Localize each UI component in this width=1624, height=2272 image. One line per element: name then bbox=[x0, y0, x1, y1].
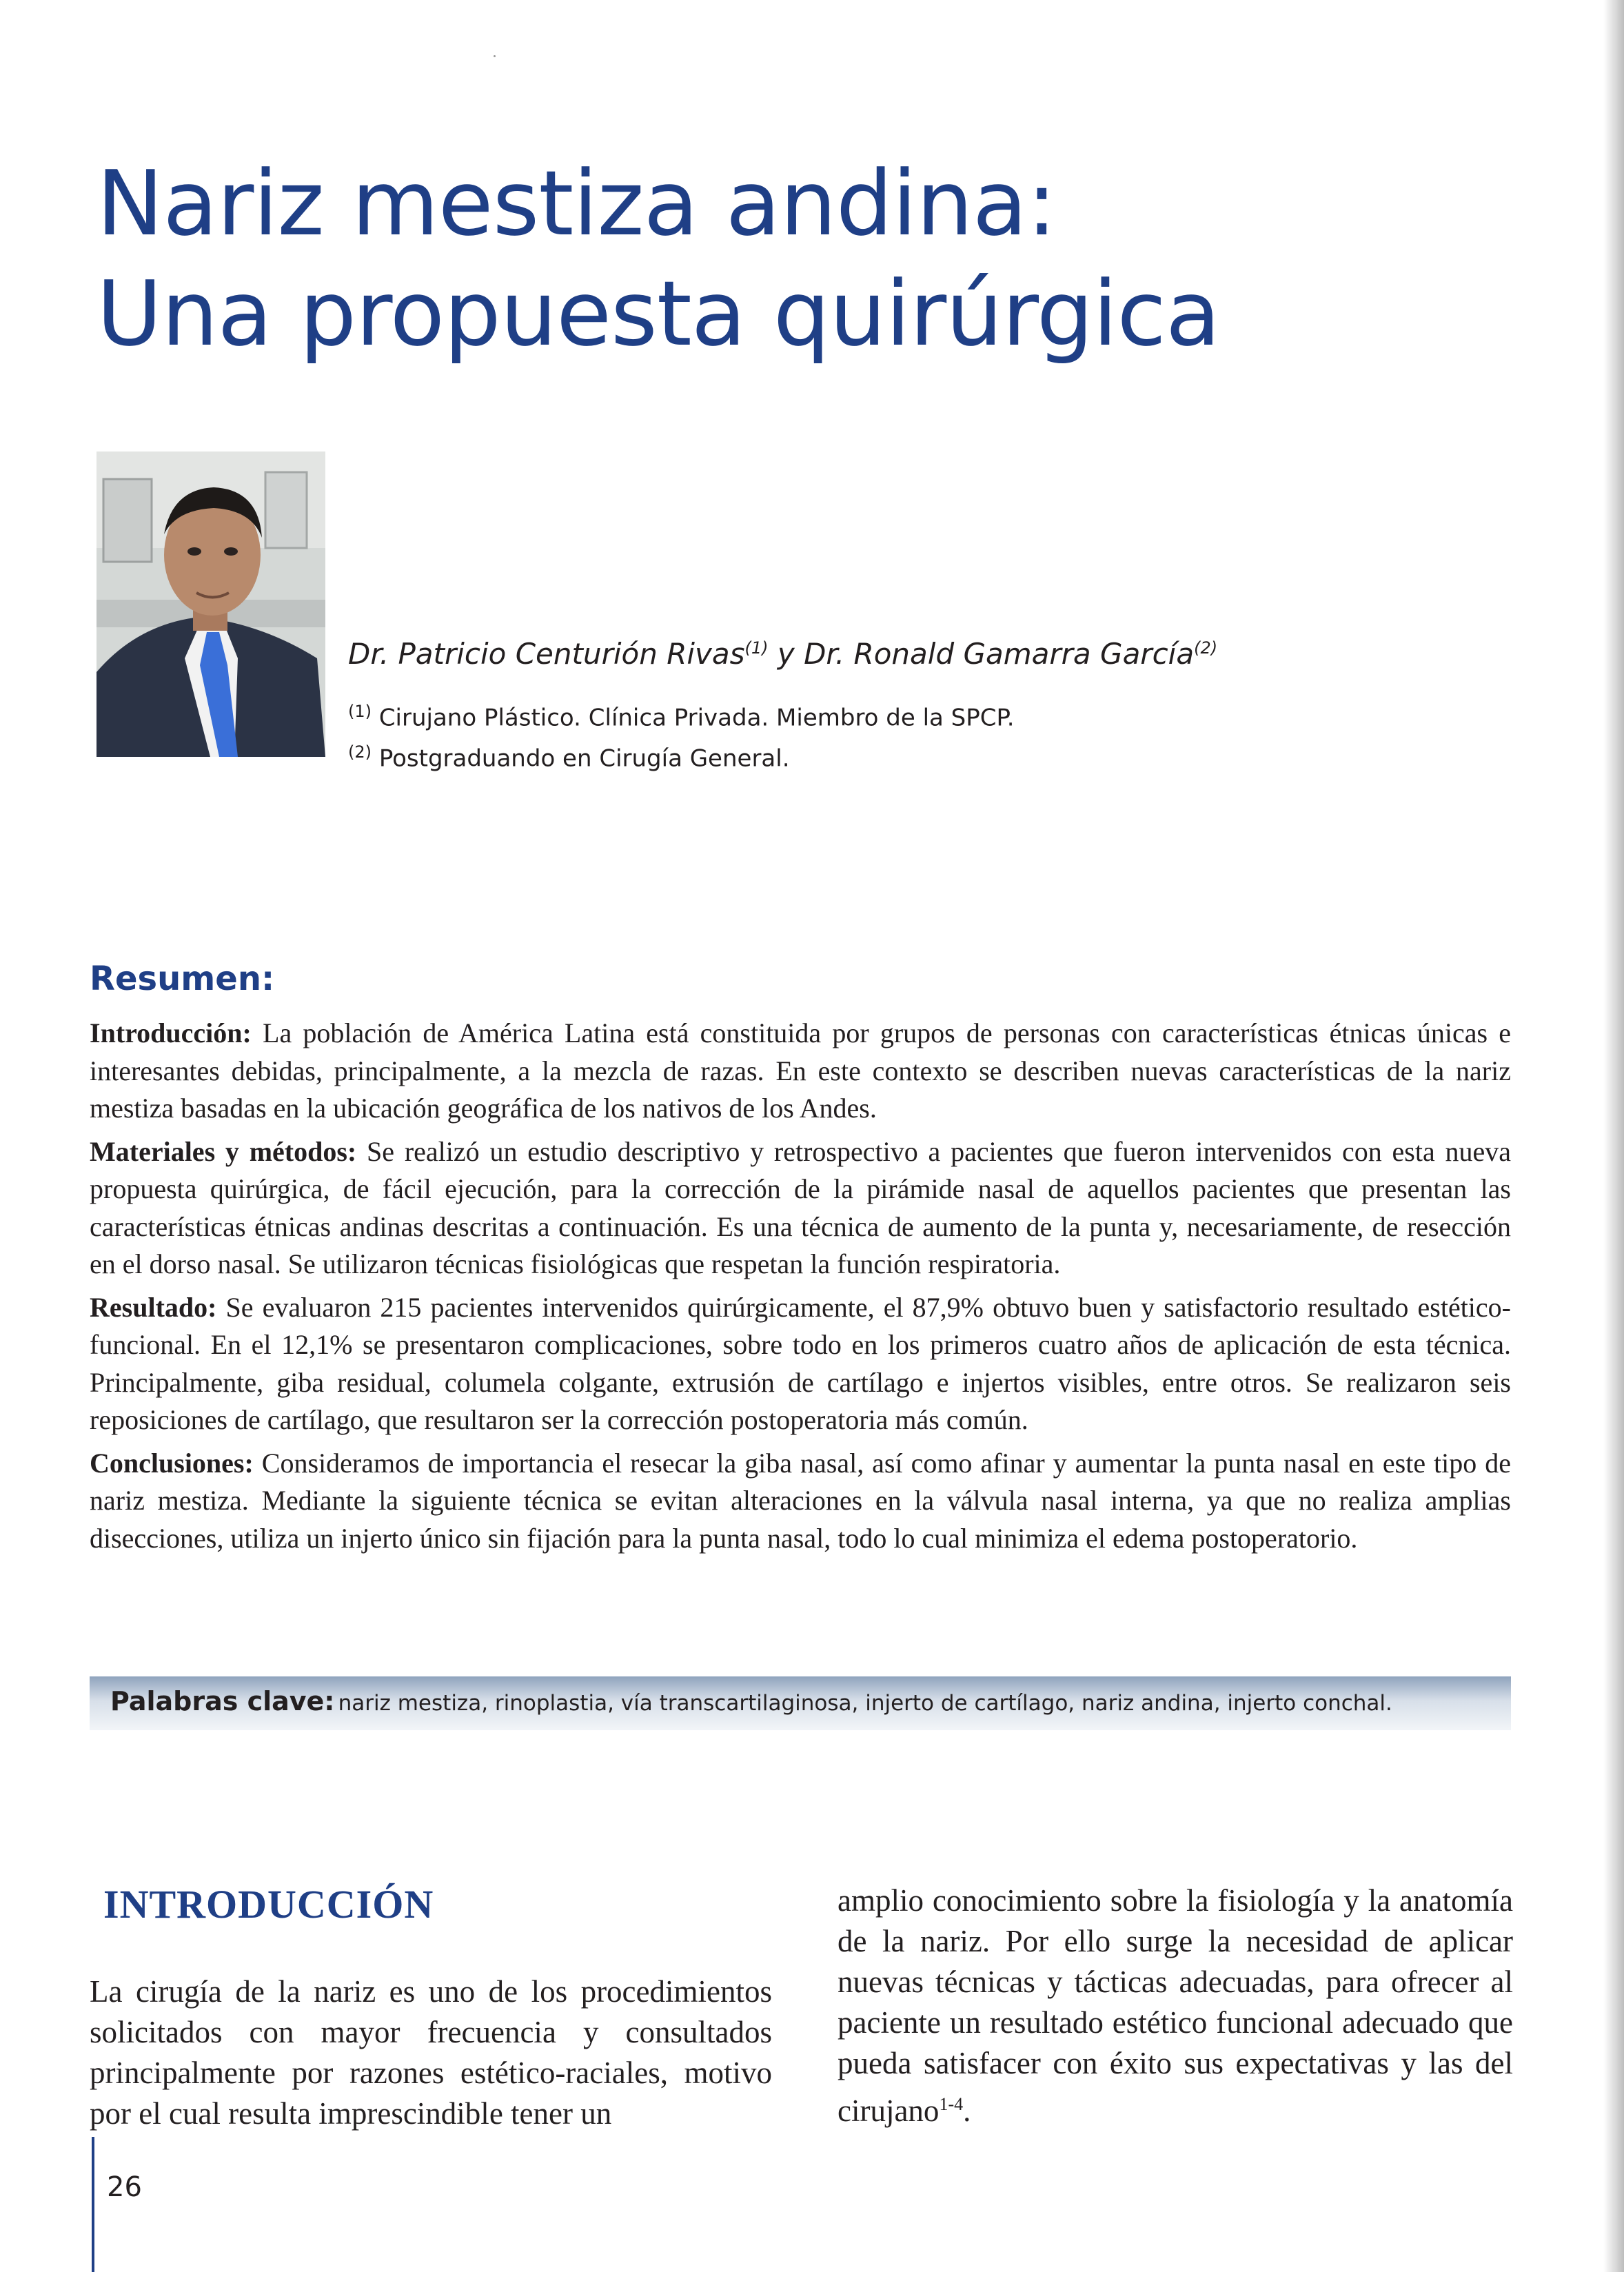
affiliation-2 bbox=[348, 735, 1244, 775]
authors-block bbox=[348, 627, 1244, 776]
page-number: 26 bbox=[107, 2171, 142, 2203]
author-names bbox=[348, 627, 1244, 675]
author-1-name: Dr. Patricio Centurión Rivas bbox=[348, 637, 745, 671]
abstract-resultado bbox=[90, 1289, 1511, 1439]
abstract-label-conclusiones: Conclusiones: bbox=[90, 1447, 254, 1479]
author-1-mark: (1) bbox=[744, 638, 769, 658]
abstract-text-conclusiones: Consideramos de importancia el resecar la giba nasal, así como afinar y aumentar la punta nasal en este tipo de nariz mestiza. Mediante la siguiente técnica se evitan alteraciones en la válvula nasal interna, ya que no realiza amplias disecciones, utiliza un injerto único sin fijación para la punta nasal, todo lo cual minimiza el edema postoperatorio. bbox=[90, 1447, 1511, 1554]
affiliations bbox=[348, 694, 1244, 776]
title-line-2: Una propuesta quirúrgica bbox=[97, 261, 1220, 366]
keywords-label: Palabras clave: bbox=[110, 1686, 335, 1716]
affiliation-1 bbox=[348, 694, 1244, 735]
abstract-label-resultado: Resultado: bbox=[90, 1291, 217, 1323]
scan-speck bbox=[494, 55, 496, 57]
affiliation-1-text: Cirujano Plástico. Clínica Privada. Miembro de la SPCP. bbox=[378, 704, 1015, 732]
author-2-mark: (2) bbox=[1194, 638, 1218, 658]
title-line-1: Nariz mestiza andina: bbox=[97, 151, 1057, 256]
article-title bbox=[97, 148, 1406, 369]
keywords-bar bbox=[90, 1676, 1511, 1730]
author-portrait-image bbox=[97, 452, 325, 757]
intro-citation: 1-4 bbox=[939, 2094, 964, 2114]
author-2-name: Dr. Ronald Gamarra García bbox=[804, 637, 1195, 671]
affiliation-2-mark: (2) bbox=[348, 742, 372, 762]
author-connector: y bbox=[768, 637, 804, 671]
abstract-introduccion bbox=[90, 1015, 1511, 1128]
affiliation-1-mark: (1) bbox=[348, 702, 372, 721]
affiliation-2-text: Postgraduando en Cirugía General. bbox=[378, 744, 790, 773]
page-number-rule bbox=[92, 2137, 94, 2272]
intro-left-text: La cirugía de la nariz es uno de los procedimientos solicitados con mayor frecuencia y consultados principalmente por razones estético-raciales, motivo por el cual resulta imprescindible tener un bbox=[90, 1974, 772, 2131]
intro-column-left bbox=[90, 1880, 772, 2134]
abstract-text-introduccion: La población de América Latina está constituida por grupos de personas con características étnicas únicas e interesantes debidas, principalmente, a la mezcla de razas. En este contexto se describen nuevas características de la nariz mestiza basadas en la ubicación geográfica de los nativos de los Andes. bbox=[90, 1017, 1511, 1124]
abstract-body bbox=[90, 1015, 1511, 1563]
intro-right-end: . bbox=[963, 2093, 971, 2128]
intro-column-right bbox=[838, 1880, 1513, 2131]
intro-right-paragraph bbox=[838, 1880, 1513, 2131]
abstract-materiales bbox=[90, 1133, 1511, 1284]
abstract-heading: Resumen: bbox=[90, 960, 275, 998]
abstract-text-materiales: Se realizó un estudio descriptivo y retrospectivo a pacientes que fueron intervenidos con esta nueva propuesta quirúrgica, de fácil ejecución, para la corrección de la pirámide nasal de aquellos pacientes que presentan las características étnicas andinas descritas a continuación. Es una técnica de aumento de la punta y, necesariamente, de resección en el dorso nasal. Se utilizaron técnicas fisiológicas que respetan la función respiratoria. bbox=[90, 1135, 1511, 1279]
page-gutter-shadow bbox=[1603, 0, 1624, 2272]
abstract-conclusiones bbox=[90, 1445, 1511, 1558]
abstract-label-introduccion: Introducción: bbox=[90, 1017, 252, 1048]
author-photo bbox=[97, 452, 325, 757]
keywords-text: nariz mestiza, rinoplastia, vía transcartilaginosa, injerto de cartílago, nariz andina, injerto conchal. bbox=[338, 1691, 1392, 1716]
abstract-text-resultado: Se evaluaron 215 pacientes intervenidos quirúrgicamente, el 87,9% obtuvo buen y satisfactorio resultado estético-funcional. En el 12,1% se presentaron complicaciones, sobre todo en los primeros cuatro años de aplicación de esta técnica. Principalmente, giba residual, columela colgante, extrusión de cartílago e injertos visibles, entre otros. Se realizaron seis reposiciones de cartílago, que resultaron ser la corrección postoperatoria más común. bbox=[90, 1291, 1511, 1435]
abstract-label-materiales: Materiales y métodos: bbox=[90, 1135, 357, 1167]
intro-right-text: amplio conocimiento sobre la fisiología y la anatomía de la nariz. Por ello surge la necesidad de aplicar nuevas técnicas y tácticas adecuadas, para ofrecer al paciente un resultado estético funcional adecuado que pueda satisfacer con éxito sus expectativas y las del cirujano bbox=[838, 1883, 1513, 2128]
intro-heading: INTRODUCCIÓN bbox=[103, 1882, 434, 1927]
